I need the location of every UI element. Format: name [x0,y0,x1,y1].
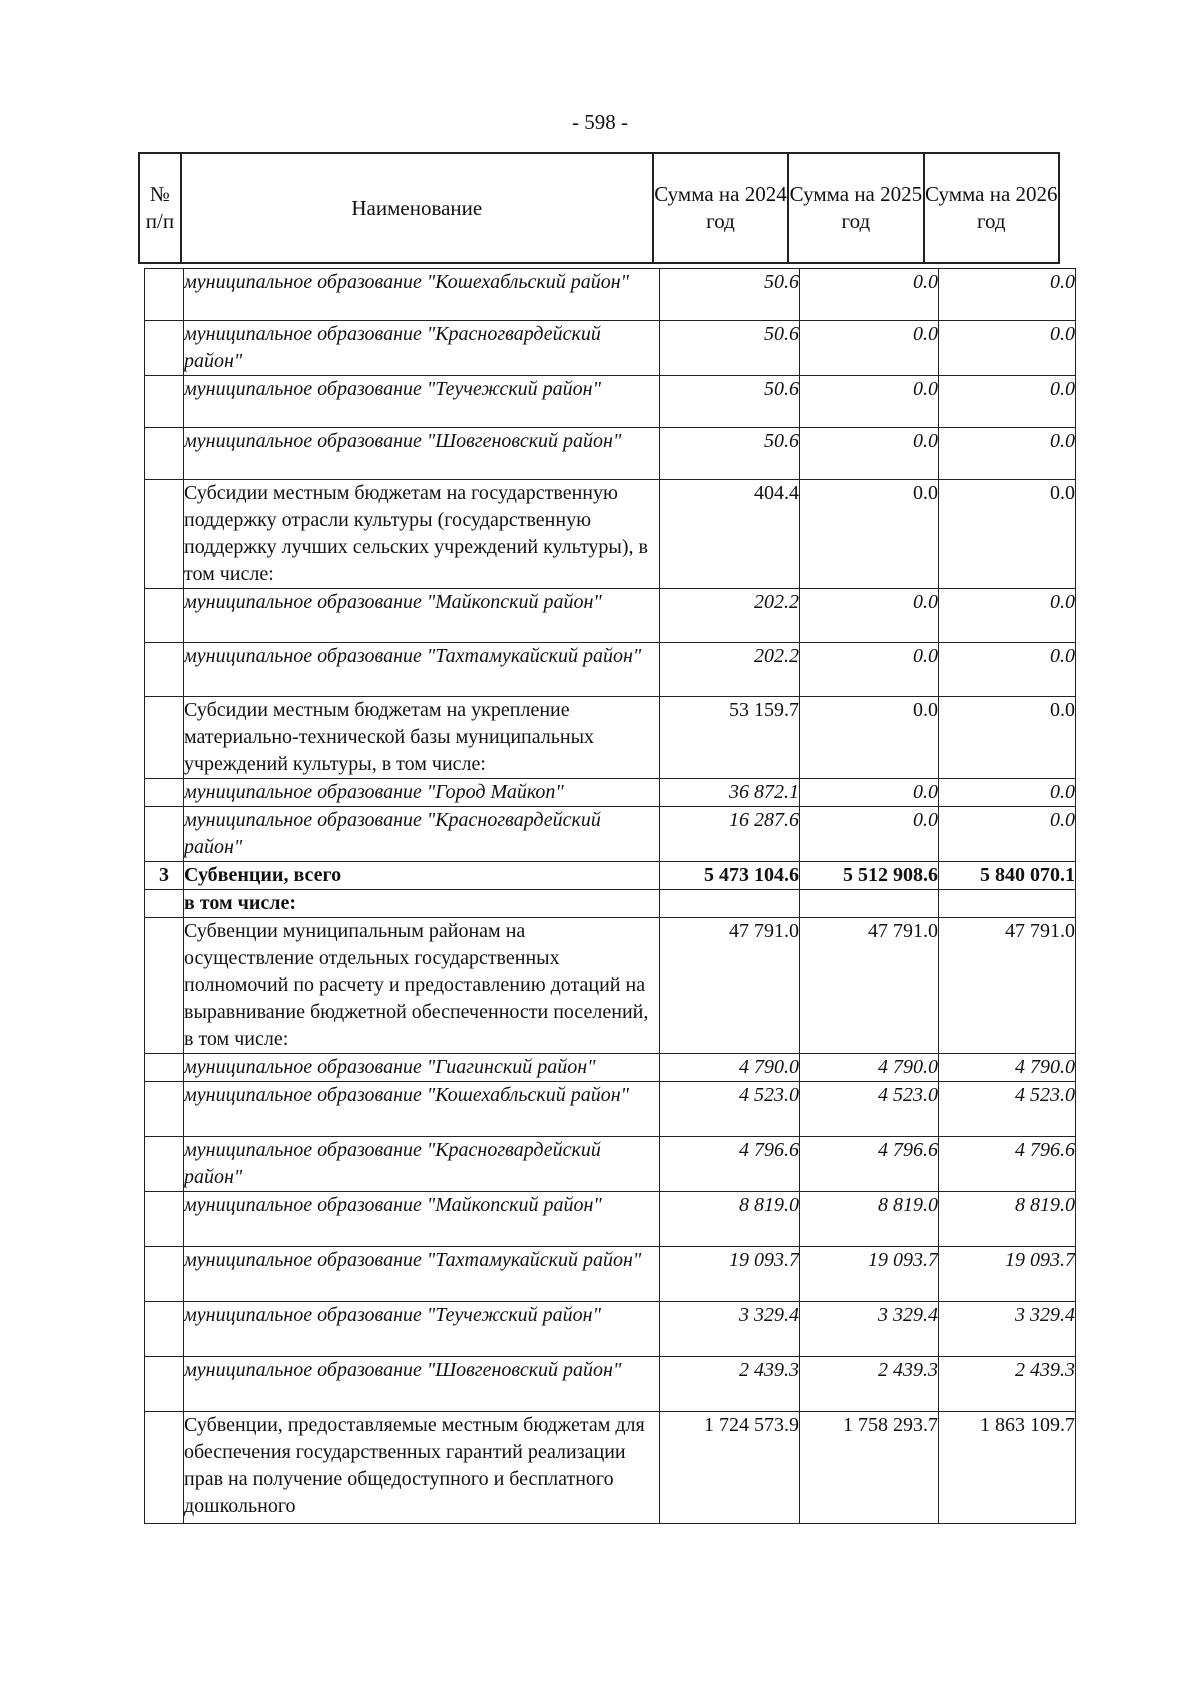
table-row [145,589,1076,643]
row-value-2025: 0.0 [800,376,939,428]
row-value-2024: 3 329.4 [660,1302,800,1357]
row-value-2024: 16 287.6 [660,807,800,862]
row-num [145,1137,184,1192]
table-row [145,697,1076,779]
row-num [145,480,184,589]
row-value-2026: 1 863 109.7 [939,1412,1076,1524]
row-value-2024: 50.6 [660,428,800,480]
row-name: муниципальное образование "Теучежский район" [184,1302,660,1357]
row-value-2025: 0.0 [800,779,939,807]
row-value-2025: 0.0 [800,269,939,321]
row-value-2024: 50.6 [660,376,800,428]
table-row [145,918,1076,1054]
row-value-2026: 0.0 [939,779,1076,807]
row-value-2025: 0.0 [800,589,939,643]
table-row [145,779,1076,807]
table-row-total [145,862,1076,890]
row-name: в том числе: [184,890,660,918]
row-value-2025: 5 512 908.6 [800,862,939,890]
row-name: муниципальное образование "Теучежский район" [184,376,660,428]
table-row [145,1192,1076,1247]
table-row [145,1412,1076,1524]
row-value-2025: 0.0 [800,428,939,480]
row-value-2025: 4 796.6 [800,1137,939,1192]
row-value-2025: 0.0 [800,697,939,779]
row-num [145,428,184,480]
row-value-2024: 202.2 [660,643,800,697]
table-row [145,1247,1076,1302]
row-value-2025: 4 790.0 [800,1054,939,1082]
row-name: муниципальное образование "Тахтамукайский район" [184,1247,660,1302]
row-value-2024: 53 159.7 [660,697,800,779]
row-name: муниципальное образование "Гиагинский район" [184,1054,660,1082]
row-value-2024: 4 523.0 [660,1082,800,1137]
row-name: муниципальное образование "Шовгеновский район" [184,1357,660,1412]
table-row [145,376,1076,428]
row-value-2024: 36 872.1 [660,779,800,807]
table-row [145,807,1076,862]
row-num [145,589,184,643]
row-value-2026: 0.0 [939,589,1076,643]
row-value-2025 [800,890,939,918]
table-row [145,480,1076,589]
row-name: муниципальное образование "Шовгеновский район" [184,428,660,480]
row-value-2025: 47 791.0 [800,918,939,1054]
row-name: муниципальное образование "Майкопский район" [184,589,660,643]
row-name: Субвенции, всего [184,862,660,890]
row-value-2026: 19 093.7 [939,1247,1076,1302]
row-num [145,643,184,697]
row-value-2026 [939,890,1076,918]
row-value-2025: 8 819.0 [800,1192,939,1247]
row-value-2025: 2 439.3 [800,1357,939,1412]
row-num [145,1192,184,1247]
table-row [145,1082,1076,1137]
row-value-2025: 1 758 293.7 [800,1412,939,1524]
header-2025: Сумма на 2025 год [787,154,922,262]
row-num [145,697,184,779]
row-value-2026: 0.0 [939,376,1076,428]
row-num [145,1247,184,1302]
row-value-2026: 8 819.0 [939,1192,1076,1247]
row-value-2024: 202.2 [660,589,800,643]
row-value-2024: 50.6 [660,321,800,376]
row-num [145,1412,184,1524]
row-num [145,1082,184,1137]
table-row [145,1302,1076,1357]
budget-table [144,268,1076,1524]
table-row [145,321,1076,376]
table-row [145,269,1076,321]
row-num [145,1302,184,1357]
row-value-2026: 2 439.3 [939,1357,1076,1412]
table-row [145,643,1076,697]
table-row [145,1137,1076,1192]
row-value-2024: 47 791.0 [660,918,800,1054]
row-value-2026: 0.0 [939,643,1076,697]
page-number: - 598 - [572,110,628,134]
row-num [145,779,184,807]
row-name: муниципальное образование "Тахтамукайский район" [184,643,660,697]
header-2026: Сумма на 2026 год [923,154,1058,262]
row-num [145,918,184,1054]
row-value-2025: 4 523.0 [800,1082,939,1137]
row-num [145,890,184,918]
row-value-2025: 0.0 [800,807,939,862]
row-name: муниципальное образование "Майкопский район" [184,1192,660,1247]
row-name: Субвенции, предоставляемые местным бюджетам для обеспечения государственных гарантий реализации прав на получение общедоступного и бесплатного дошкольного [184,1412,660,1524]
row-value-2025: 0.0 [800,643,939,697]
row-value-2026: 3 329.4 [939,1302,1076,1357]
row-value-2026: 47 791.0 [939,918,1076,1054]
row-name: Субсидии местным бюджетам на укрепление материально-технической базы муниципальных учреждений культуры, в том числе: [184,697,660,779]
row-value-2024: 4 790.0 [660,1054,800,1082]
table-row [145,890,1076,918]
row-value-2024: 2 439.3 [660,1357,800,1412]
table-row [145,428,1076,480]
row-value-2026: 0.0 [939,321,1076,376]
row-name: муниципальное образование "Красногвардейский район" [184,1137,660,1192]
row-value-2026: 0.0 [939,697,1076,779]
row-value-2026: 0.0 [939,480,1076,589]
row-value-2025: 19 093.7 [800,1247,939,1302]
row-num [145,1357,184,1412]
row-value-2025: 0.0 [800,480,939,589]
header-num: № п/п [145,182,175,233]
row-value-2024: 1 724 573.9 [660,1412,800,1524]
row-value-2026: 5 840 070.1 [939,862,1076,890]
row-value-2026: 0.0 [939,428,1076,480]
row-value-2024: 4 796.6 [660,1137,800,1192]
row-value-2024: 19 093.7 [660,1247,800,1302]
row-num [145,321,184,376]
row-value-2025: 0.0 [800,321,939,376]
row-name: Субвенции муниципальным районам на осуществление отдельных государственных полномочий по расчету и предоставлению дотаций на выравнивание бюджетной обеспеченности поселений, в том числе: [184,918,660,1054]
row-num [145,807,184,862]
row-value-2026: 0.0 [939,269,1076,321]
row-value-2024 [660,890,800,918]
row-value-2024: 8 819.0 [660,1192,800,1247]
table-row [145,1054,1076,1082]
table-row [145,1357,1076,1412]
row-num [145,1054,184,1082]
table-header [138,152,1060,264]
row-value-2024: 50.6 [660,269,800,321]
row-name: муниципальное образование "Красногвардейский район" [184,321,660,376]
header-2024: Сумма на 2024 год [652,154,787,262]
row-value-2025: 3 329.4 [800,1302,939,1357]
header-name: Наименование [180,154,652,262]
row-name: муниципальное образование "Город Майкоп" [184,779,660,807]
row-num: 3 [145,862,184,890]
row-name: муниципальное образование "Кошехабльский район" [184,269,660,321]
row-num [145,376,184,428]
row-name: муниципальное образование "Кошехабльский район" [184,1082,660,1137]
row-name: муниципальное образование "Красногвардейский район" [184,807,660,862]
row-num [145,269,184,321]
row-name: Субсидии местным бюджетам на государственную поддержку отрасли культуры (государственную поддержку лучших сельских учреждений культуры), в том числе: [184,480,660,589]
row-value-2026: 4 523.0 [939,1082,1076,1137]
row-value-2026: 0.0 [939,807,1076,862]
row-value-2024: 404.4 [660,480,800,589]
row-value-2026: 4 796.6 [939,1137,1076,1192]
row-value-2026: 4 790.0 [939,1054,1076,1082]
row-value-2024: 5 473 104.6 [660,862,800,890]
